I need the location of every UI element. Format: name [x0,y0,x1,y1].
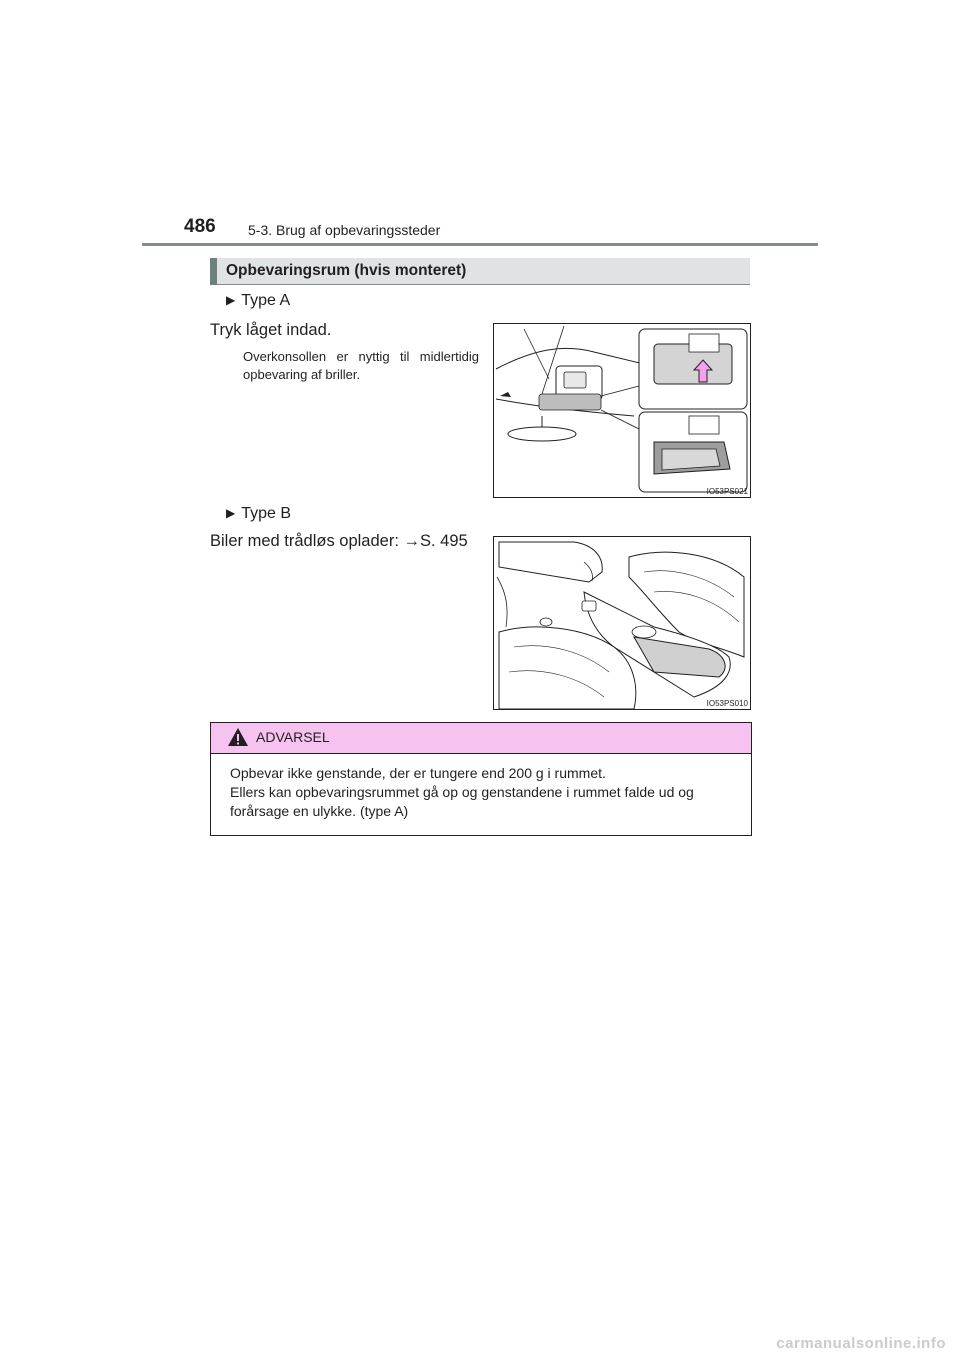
type-a-bullet [226,292,290,310]
warning-triangle-icon [227,727,249,747]
header-divider [142,243,818,246]
type-b-label: Type B [241,505,292,522]
section-heading: Opbevaringsrum (hvis monteret) [226,262,467,279]
center-console-figure [493,536,751,710]
section-title: 5-3. Brug af opbevaringssteder [248,222,441,238]
type-b-bullet [226,505,291,523]
watermark: carmanualsonline.info [776,1335,946,1352]
triangle-bullet-icon: ▶ [226,293,236,307]
section-heading-accent [210,258,217,285]
triangle-bullet-icon: ▶ [226,506,236,520]
warning-header [211,723,751,754]
type-a-label: Type A [241,292,291,309]
type-b-instruction: Biler med trådløs oplader: →S. 495 [210,532,468,550]
warning-line: Ellers kan opbevaringsrummet gå op og genstandene i rummet falde ud og forårsage en ulykke. (type A) [230,784,694,819]
figure-code: IO53PS021 [706,487,748,496]
overhead-console-illustration [494,324,750,497]
type-a-instruction: Tryk låget indad. [210,321,332,339]
warning-line: Opbevar ikke genstande, der er tungere end 200 g i rummet. [230,765,606,781]
warning-title: ADVARSEL [256,729,330,745]
figure-code: IO53PS010 [706,699,748,708]
type-a-note: Overkonsollen er nyttig til midlertidig opbevaring af briller. [243,349,479,382]
warning-box [210,722,752,836]
center-console-illustration [494,537,750,709]
overhead-console-figure [493,323,751,498]
warning-body [230,764,745,821]
page-number: 486 [184,216,216,237]
